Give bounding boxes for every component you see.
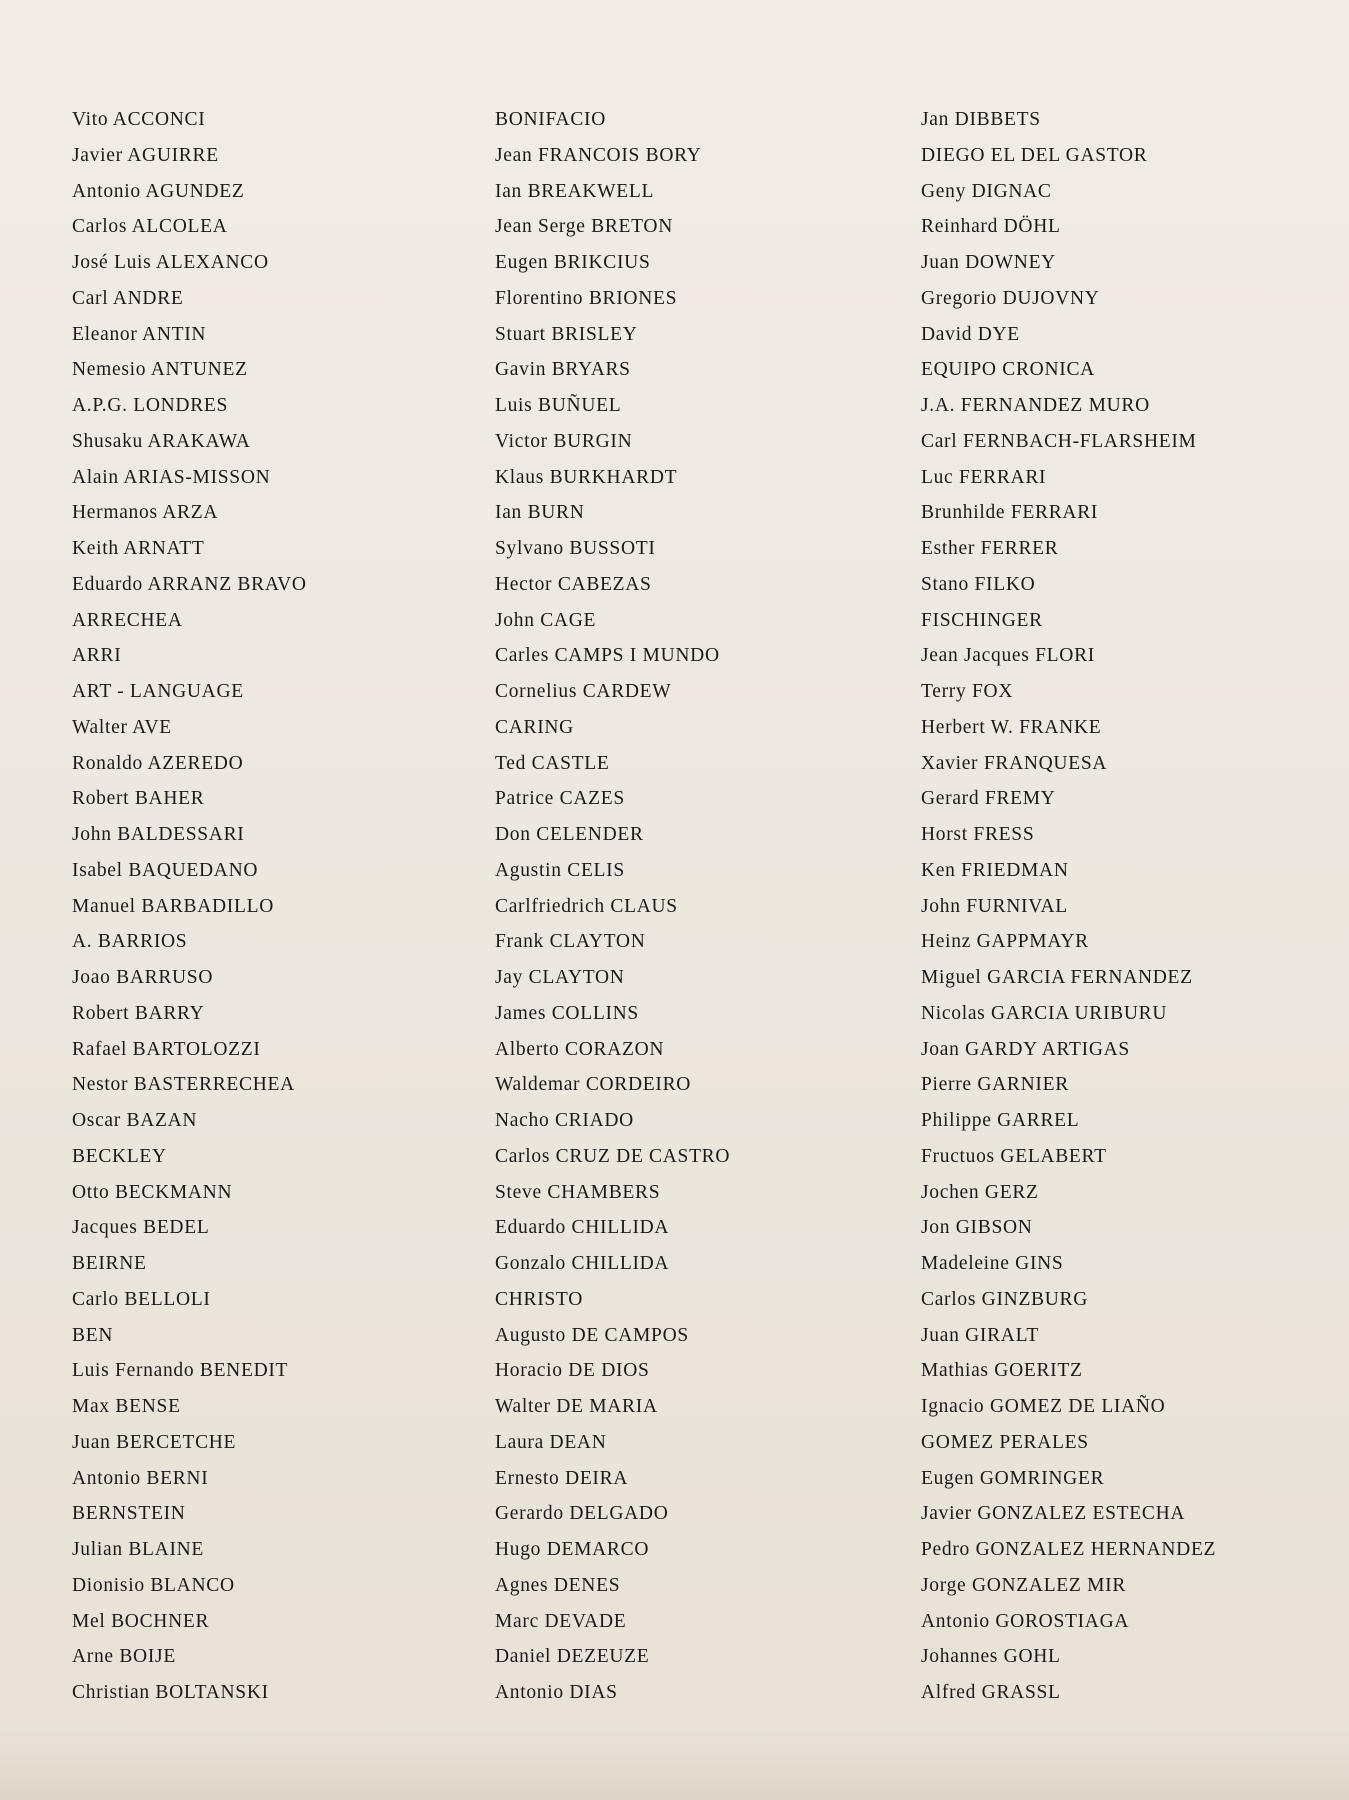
artist-name: Philippe GARREL xyxy=(921,1110,1080,1131)
artist-name: Alberto CORAZON xyxy=(495,1038,665,1060)
artist-name: Gonzalo CHILLIDA xyxy=(495,1253,670,1274)
artist-name: A.P.G. LONDRES xyxy=(72,395,229,416)
artist-name: Esther FERRER xyxy=(921,538,1059,559)
artist-name: Eugen BRIKCIUS xyxy=(495,252,651,273)
artist-name: Herbert W. FRANKE xyxy=(921,716,1102,738)
artist-name: Reinhard DÖHL xyxy=(921,216,1061,238)
artist-name: Ian BREAKWELL xyxy=(495,180,655,202)
artist-name: Gavin BRYARS xyxy=(495,359,631,381)
artist-name: A. BARRIOS xyxy=(72,931,188,953)
artist-name: Joao BARRUSO xyxy=(72,967,214,988)
artist-name: Jacques BEDEL xyxy=(72,1217,210,1239)
artist-name: Javier AGUIRRE xyxy=(72,144,219,166)
artist-name: Shusaku ARAKAWA xyxy=(72,430,251,452)
artist-name: Miguel GARCIA FERNANDEZ xyxy=(921,967,1193,988)
artist-name: BERNSTEIN xyxy=(72,1503,186,1525)
name-column-1 xyxy=(72,108,307,1717)
artist-name: José Luis ALEXANCO xyxy=(72,252,269,273)
artist-name: Isabel BAQUEDANO xyxy=(72,859,259,881)
artist-name: EQUIPO CRONICA xyxy=(921,359,1095,381)
artist-name: Ian BURN xyxy=(495,502,585,524)
artist-name: Ernesto DEIRA xyxy=(495,1467,629,1489)
artist-name: Marc DEVADE xyxy=(495,1610,627,1632)
artist-name: Terry FOX xyxy=(921,681,1014,702)
artist-name: Hermanos ARZA xyxy=(72,502,219,524)
artist-name: Nemesio ANTUNEZ xyxy=(72,359,248,381)
artist-name: Mel BOCHNER xyxy=(72,1610,210,1632)
artist-name: Jochen GERZ xyxy=(921,1181,1039,1203)
artist-name: Hugo DEMARCO xyxy=(495,1539,650,1560)
artist-name: Robert BARRY xyxy=(72,1002,205,1024)
artist-name: Otto BECKMANN xyxy=(72,1181,233,1203)
artist-name: Eduardo CHILLIDA xyxy=(495,1217,670,1239)
artist-name: Patrice CAZES xyxy=(495,788,625,810)
artist-name: Christian BOLTANSKI xyxy=(72,1682,269,1703)
artist-name: ART - LANGUAGE xyxy=(72,681,244,702)
artist-name: Carlo BELLOLI xyxy=(72,1288,211,1310)
artist-name: Antonio DIAS xyxy=(495,1682,618,1703)
artist-name: Johannes GOHL xyxy=(921,1646,1061,1668)
artist-name: Gerardo DELGADO xyxy=(495,1503,669,1525)
artist-name: Luis BUÑUEL xyxy=(495,395,622,416)
artist-name: Augusto DE CAMPOS xyxy=(495,1324,689,1346)
artist-name: Walter DE MARIA xyxy=(495,1396,658,1417)
artist-name: Jan DIBBETS xyxy=(921,109,1041,130)
name-column-3 xyxy=(921,108,1216,1717)
artist-name: Eleanor ANTIN xyxy=(72,323,207,345)
artist-name: Carl ANDRE xyxy=(72,287,184,309)
artist-name: Jean FRANCOIS BORY xyxy=(495,144,702,166)
artist-name: Pierre GARNIER xyxy=(921,1074,1069,1096)
artist-name: Eduardo ARRANZ BRAVO xyxy=(72,573,307,595)
artist-name: Klaus BURKHARDT xyxy=(495,466,678,488)
artist-name: Geny DIGNAC xyxy=(921,180,1052,202)
artist-name: Daniel DEZEUZE xyxy=(495,1646,650,1668)
artist-name: Manuel BARBADILLO xyxy=(72,895,275,917)
artist-name: Javier GONZALEZ ESTECHA xyxy=(921,1503,1186,1525)
artist-name: Madeleine GINS xyxy=(921,1253,1064,1274)
artist-name: ARRECHEA xyxy=(72,609,183,631)
artist-name: Horst FRESS xyxy=(921,824,1035,845)
artist-name: Juan DOWNEY xyxy=(921,252,1056,273)
artist-name: Jay CLAYTON xyxy=(495,967,625,988)
artist-name: Waldemar CORDEIRO xyxy=(495,1074,692,1096)
name-column-2 xyxy=(495,108,730,1717)
artist-name: Nestor BASTERRECHEA xyxy=(72,1074,295,1096)
artist-name: Jorge GONZALEZ MIR xyxy=(921,1574,1127,1596)
artist-name: Victor BURGIN xyxy=(495,430,633,452)
artist-name: Eugen GOMRINGER xyxy=(921,1467,1105,1489)
artist-name: Antonio AGUNDEZ xyxy=(72,180,245,202)
artist-name: John BALDESSARI xyxy=(72,824,245,845)
artist-name: Horacio DE DIOS xyxy=(495,1360,650,1382)
artist-name: Walter AVE xyxy=(72,716,172,738)
artist-name: BONIFACIO xyxy=(495,109,607,130)
artist-name: Pedro GONZALEZ HERNANDEZ xyxy=(921,1539,1217,1560)
artist-name: Rafael BARTOLOZZI xyxy=(72,1038,261,1060)
artist-name: Gregorio DUJOVNY xyxy=(921,287,1100,309)
artist-name: Fructuos GELABERT xyxy=(921,1145,1107,1167)
artist-name: Ignacio GOMEZ DE LIAÑO xyxy=(921,1396,1166,1417)
artist-name: Heinz GAPPMAYR xyxy=(921,931,1089,953)
artist-name: Agustin CELIS xyxy=(495,859,625,881)
artist-name: Carlos ALCOLEA xyxy=(72,216,228,238)
artist-name: Jon GIBSON xyxy=(921,1217,1033,1239)
artist-name: Antonio BERNI xyxy=(72,1467,209,1489)
artist-name: Steve CHAMBERS xyxy=(495,1181,661,1203)
artist-name: Vito ACCONCI xyxy=(72,109,206,130)
artist-name: Alfred GRASSL xyxy=(921,1682,1061,1703)
artist-name: ARRI xyxy=(72,645,122,667)
artist-name: Carles CAMPS I MUNDO xyxy=(495,645,720,667)
artist-name: John FURNIVAL xyxy=(921,895,1068,917)
artist-name: Luc FERRARI xyxy=(921,466,1047,488)
artist-name: Ken FRIEDMAN xyxy=(921,859,1069,881)
artist-name: Luis Fernando BENEDIT xyxy=(72,1360,289,1382)
artist-name: Alain ARIAS-MISSON xyxy=(72,466,271,488)
artist-name: BECKLEY xyxy=(72,1145,167,1167)
artist-name: James COLLINS xyxy=(495,1002,639,1024)
artist-name: Florentino BRIONES xyxy=(495,287,678,309)
artist-name: Stuart BRISLEY xyxy=(495,323,638,345)
artist-name: Mathias GOERITZ xyxy=(921,1360,1083,1382)
artist-name: FISCHINGER xyxy=(921,609,1043,631)
artist-name: Hector CABEZAS xyxy=(495,573,652,595)
artist-name: Arne BOIJE xyxy=(72,1646,176,1668)
artist-name: Ted CASTLE xyxy=(495,752,610,774)
artist-name: David DYE xyxy=(921,323,1020,345)
artist-name: DIEGO EL DEL GASTOR xyxy=(921,144,1148,166)
artist-name: Xavier FRANQUESA xyxy=(921,752,1108,774)
artist-name: Don CELENDER xyxy=(495,824,644,845)
artist-name: Carl FERNBACH-FLARSHEIM xyxy=(921,430,1197,452)
artist-name: Julian BLAINE xyxy=(72,1539,205,1560)
artist-name: Cornelius CARDEW xyxy=(495,681,672,702)
artist-name: J.A. FERNANDEZ MURO xyxy=(921,395,1150,416)
artist-name: Nacho CRIADO xyxy=(495,1110,634,1131)
artist-name: BEN xyxy=(72,1324,114,1346)
artist-name: Juan GIRALT xyxy=(921,1324,1040,1346)
artist-name: Carlos GINZBURG xyxy=(921,1288,1089,1310)
artist-name: CHRISTO xyxy=(495,1288,583,1310)
artist-name: Frank CLAYTON xyxy=(495,931,646,953)
artist-name: Keith ARNATT xyxy=(72,538,205,559)
artist-name: Antonio GOROSTIAGA xyxy=(921,1610,1130,1632)
artist-name: Gerard FREMY xyxy=(921,788,1056,810)
artist-name: Agnes DENES xyxy=(495,1574,621,1596)
artist-name: Oscar BAZAN xyxy=(72,1110,198,1131)
artist-name: Jean Serge BRETON xyxy=(495,216,673,238)
artist-name: Carlfriedrich CLAUS xyxy=(495,895,678,917)
artist-name: Ronaldo AZEREDO xyxy=(72,752,244,774)
artist-name: Sylvano BUSSOTI xyxy=(495,538,656,559)
artist-name: Laura DEAN xyxy=(495,1431,607,1453)
artist-name: Dionisio BLANCO xyxy=(72,1574,235,1596)
artist-name: John CAGE xyxy=(495,609,597,631)
artist-name: Joan GARDY ARTIGAS xyxy=(921,1038,1130,1060)
artist-name: Max BENSE xyxy=(72,1396,181,1417)
artist-name: Jean Jacques FLORI xyxy=(921,645,1095,667)
artist-name: Stano FILKO xyxy=(921,573,1036,595)
artist-name: Carlos CRUZ DE CASTRO xyxy=(495,1145,731,1167)
artist-name: Nicolas GARCIA URIBURU xyxy=(921,1002,1168,1024)
artist-name: Brunhilde FERRARI xyxy=(921,502,1099,524)
artist-name: GOMEZ PERALES xyxy=(921,1431,1089,1453)
artist-name: CARING xyxy=(495,716,574,738)
artist-name: Robert BAHER xyxy=(72,788,205,810)
artist-name: BEIRNE xyxy=(72,1253,147,1274)
artist-name: Juan BERCETCHE xyxy=(72,1431,237,1453)
